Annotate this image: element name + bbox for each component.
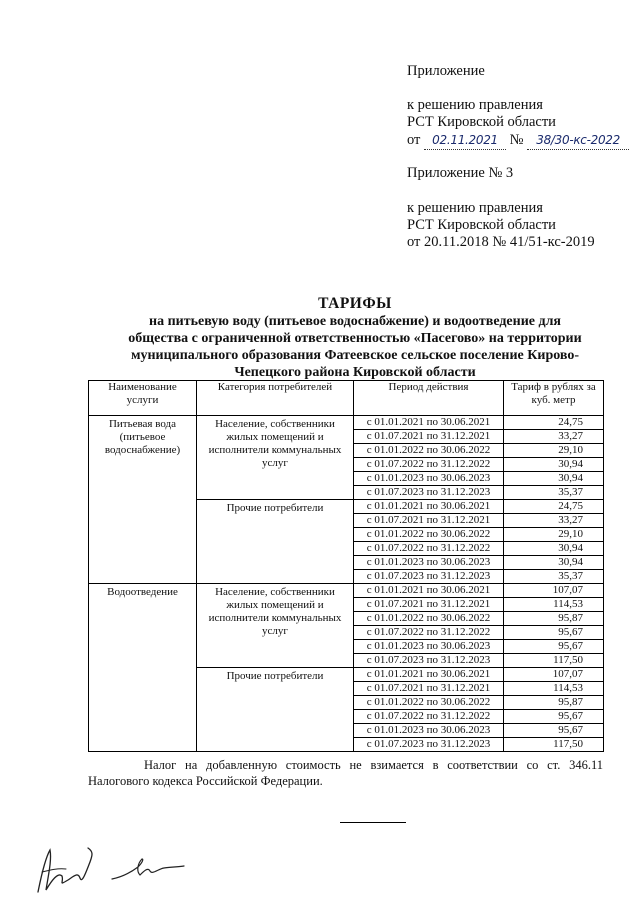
tariff-cell: 30,94 [504,556,604,570]
period-cell: с 01.01.2021 по 30.06.2021 [354,668,504,682]
tariff-cell: 33,27 [504,430,604,444]
signature-graphic-1 [28,842,98,897]
annex3-decision-line: к решению правления [407,200,543,216]
period-cell: с 01.01.2021 по 30.06.2021 [354,416,504,430]
table-row [89,416,604,430]
tariff-table [88,380,604,752]
table-row [89,584,604,598]
tariff-cell: 114,53 [504,682,604,696]
annex-date-number-line [407,131,629,150]
tariff-cell: 33,27 [504,514,604,528]
tariff-cell: 114,53 [504,598,604,612]
period-cell: с 01.07.2023 по 31.12.2023 [354,738,504,752]
handwritten-number: 38/30-кс-2022 [527,131,629,150]
period-cell: с 01.01.2022 по 30.06.2022 [354,444,504,458]
tariff-cell: 95,67 [504,626,604,640]
period-cell: с 01.07.2022 по 31.12.2022 [354,458,504,472]
category-population: Население, собственники жилых помещений и исполнители коммунальных услуг [197,416,354,500]
tariff-cell: 35,37 [504,486,604,500]
tariff-cell: 107,07 [504,668,604,682]
tariff-cell: 30,94 [504,542,604,556]
period-cell: с 01.01.2023 по 30.06.2023 [354,556,504,570]
period-cell: с 01.01.2023 по 30.06.2023 [354,472,504,486]
tariff-cell: 95,67 [504,710,604,724]
title-line-3: муниципального образования Фатеевское сельское поселение Кирово- [130,348,580,363]
tariff-cell: 95,87 [504,696,604,710]
tariff-cell: 95,67 [504,640,604,654]
tariff-cell: 95,67 [504,724,604,738]
document-title: ТАРИФЫ [318,295,392,312]
period-cell: с 01.07.2021 по 31.12.2021 [354,598,504,612]
vat-footnote: Налог на добавленную стоимость не взимается в соответствии со ст. 346.11 Налогового кодекса Российской Федерации. [88,758,603,788]
tariff-cell: 29,10 [504,444,604,458]
period-cell: с 01.01.2022 по 30.06.2022 [354,612,504,626]
period-cell: с 01.01.2023 по 30.06.2023 [354,640,504,654]
category-other: Прочие потребители [197,500,354,584]
header-tariff: Тариф в рублях за куб. метр [504,381,604,416]
tariff-cell: 24,75 [504,416,604,430]
end-divider [340,822,406,823]
service-name-sewerage: Водоотведение [89,584,197,752]
table-header-row [89,381,604,416]
period-cell: с 01.07.2023 по 31.12.2023 [354,486,504,500]
service-name-water: Питьевая вода (питьевое водоснабжение) [89,416,197,584]
tariff-cell: 24,75 [504,500,604,514]
annex-number-label: № [509,132,524,148]
period-cell: с 01.01.2022 по 30.06.2022 [354,696,504,710]
period-cell: с 01.07.2022 по 31.12.2022 [354,542,504,556]
category-population: Население, собственники жилых помещений и исполнители коммунальных услуг [197,584,354,668]
tariff-cell: 30,94 [504,472,604,486]
period-cell: с 01.07.2022 по 31.12.2022 [354,626,504,640]
tariff-cell: 30,94 [504,458,604,472]
header-period: Период действия [354,381,504,416]
title-line-4: Чепецкого района Кировской области [234,365,476,380]
annex3-authority-line: РСТ Кировской области [407,217,556,233]
period-cell: с 01.07.2023 по 31.12.2023 [354,654,504,668]
period-cell: с 01.01.2021 по 30.06.2021 [354,500,504,514]
annex3-title: Приложение № 3 [407,165,514,181]
annex3-date-number-line: от 20.11.2018 № 41/51-кс-2019 [407,234,595,250]
period-cell: с 01.01.2022 по 30.06.2022 [354,528,504,542]
period-cell: с 01.01.2023 по 30.06.2023 [354,724,504,738]
signature-graphic-2 [108,855,188,885]
header-service: Наименование услуги [89,381,197,416]
tariff-cell: 29,10 [504,528,604,542]
header-category: Категория потребителей [197,381,354,416]
tariff-cell: 95,87 [504,612,604,626]
annex-decision-line: к решению правления [407,97,543,113]
handwritten-date: 02.11.2021 [424,131,506,150]
annex-from-label: от [407,132,421,148]
annex-title: Приложение [407,63,485,79]
period-cell: с 01.07.2021 по 31.12.2021 [354,514,504,528]
tariff-cell: 35,37 [504,570,604,584]
tariff-cell: 117,50 [504,654,604,668]
period-cell: с 01.07.2021 по 31.12.2021 [354,682,504,696]
period-cell: с 01.01.2021 по 30.06.2021 [354,584,504,598]
period-cell: с 01.07.2023 по 31.12.2023 [354,570,504,584]
title-line-2: общества с ограниченной ответственностью «Пасегово» на территории [128,331,582,346]
period-cell: с 01.07.2021 по 31.12.2021 [354,430,504,444]
category-other: Прочие потребители [197,668,354,752]
annex-authority-line: РСТ Кировской области [407,114,556,130]
tariff-cell: 117,50 [504,738,604,752]
period-cell: с 01.07.2022 по 31.12.2022 [354,710,504,724]
title-line-1: на питьевую воду (питьевое водоснабжение) и водоотведение для [149,314,561,329]
tariff-cell: 107,07 [504,584,604,598]
